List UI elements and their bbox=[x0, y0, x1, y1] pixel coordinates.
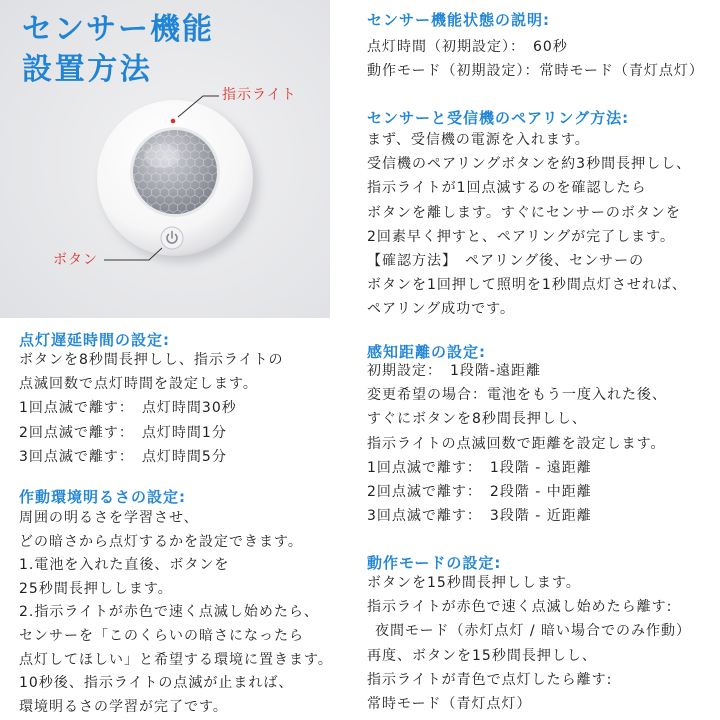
brightness-line: 1.電池を入れた直後、ボタンを bbox=[19, 557, 230, 574]
delay-line: 1回点滅で離す： 点灯時間30秒 bbox=[19, 400, 237, 417]
distance-line: 初期設定： 1段階-遠距離 bbox=[367, 363, 541, 379]
page-title-line-1: センサー機能 bbox=[22, 12, 214, 47]
pairing-line: ボタンを離します。すぐにセンサーのボタンを bbox=[367, 204, 681, 221]
power-button-icon bbox=[161, 227, 183, 249]
indicator-light bbox=[171, 119, 176, 124]
brightness-section bbox=[19, 487, 333, 719]
brightness-line: 10秒後、指示ライトの点滅が止まれば、 bbox=[19, 675, 294, 692]
page-title-line-2: 設置方法 bbox=[22, 52, 153, 87]
status-line: 点灯時間（初期設定）： 60秒 bbox=[367, 39, 568, 55]
brightness-line: どの暗さから点灯するかを設定できます。 bbox=[19, 533, 303, 550]
delay-line: 点滅回数で点灯時間を設定します。 bbox=[19, 376, 258, 393]
mode-line: 指示ライトが青色で点灯したら離す: bbox=[367, 671, 613, 688]
pairing-line: ボタンを1回押して照明を1秒間点灯させれば、 bbox=[367, 277, 687, 294]
delay-line: 2回点滅で離す： 点灯時間1分 bbox=[19, 424, 227, 441]
brightness-line: 周囲の明るさを学習させ、 bbox=[19, 510, 199, 526]
pairing-heading: センサーと受信機のペアリング方法: bbox=[367, 109, 630, 127]
brightness-line: 環境明るさの学習が完了です。 bbox=[19, 698, 228, 715]
distance-line: 変更希望の場合：電池をもう一度入れた後、 bbox=[367, 387, 667, 404]
mode-line: ボタンを15秒間長押しします。 bbox=[367, 575, 581, 591]
mode-line: 指示ライトが赤色で速く点滅し始めたら離す: bbox=[367, 599, 673, 616]
mode-heading: 動作モードの設定: bbox=[367, 554, 502, 572]
distance-heading: 感知距離の設定: bbox=[367, 343, 486, 361]
mode-line: 再度、ボタンを15秒間長押しし、 bbox=[367, 647, 597, 664]
delay-line: ボタンを8秒間長押しし、指示ライトの bbox=[19, 352, 284, 368]
brightness-line: 点灯してほしい」と希望する環境に置きます。 bbox=[19, 651, 333, 668]
brightness-line: センサーを「このくらいの暗さになったら bbox=[19, 627, 304, 644]
distance-section bbox=[367, 342, 667, 528]
lens-facets bbox=[133, 130, 217, 214]
brightness-line: 25秒間長押しします。 bbox=[19, 580, 173, 597]
pairing-line: 受信機のペアリングボタンを約3秒間長押しし、 bbox=[367, 156, 692, 173]
pairing-line: ペアリング成功です。 bbox=[367, 301, 516, 318]
pairing-line: 2回素早く押すと、ペアリングが完了します。 bbox=[367, 228, 675, 245]
delay-line: 3回点滅で離す： 点灯時間5分 bbox=[19, 448, 227, 465]
lens-highlight bbox=[144, 144, 180, 168]
pairing-line: 【確認方法】 ペアリング後、センサーの bbox=[367, 253, 645, 270]
delay-section bbox=[19, 330, 284, 469]
pairing-line: まず、受信機の電源を入れます。 bbox=[367, 132, 590, 148]
distance-line: 3回点滅で離す： 3段階 - 近距離 bbox=[367, 508, 592, 525]
mode-section bbox=[367, 553, 691, 716]
status-section bbox=[367, 10, 704, 83]
brightness-line: 2.指示ライトが赤色で速く点滅し始めたら、 bbox=[19, 604, 319, 621]
status-line: 動作モード（初期設定）：常時モード（青灯点灯） bbox=[367, 63, 704, 80]
distance-line: 2回点滅で離す： 2段階 - 中距離 bbox=[367, 484, 592, 501]
delay-heading: 点灯遅延時間の設定: bbox=[19, 331, 170, 349]
button-label: ボタン bbox=[53, 252, 98, 268]
mode-line: 夜間モード（赤灯点灯 / 暗い場合でのみ作動） bbox=[375, 623, 692, 640]
status-heading: センサー機能状態の説明: bbox=[367, 11, 550, 29]
distance-line: 指示ライトの点滅回数で距離を設定します。 bbox=[367, 435, 666, 452]
pairing-section bbox=[367, 108, 691, 322]
distance-line: すぐにボタンを8秒間長押しし、 bbox=[367, 411, 587, 428]
indicator-light-label: 指示ライト bbox=[222, 87, 297, 103]
pairing-line: 指示ライトが1回点滅するのを確認したら bbox=[367, 180, 647, 197]
distance-line: 1回点滅で離す： 1段階 - 遠距離 bbox=[367, 459, 592, 476]
brightness-heading: 作動環境明るさの設定: bbox=[19, 488, 186, 506]
mode-line: 常時モード（青灯点灯） bbox=[367, 696, 532, 713]
